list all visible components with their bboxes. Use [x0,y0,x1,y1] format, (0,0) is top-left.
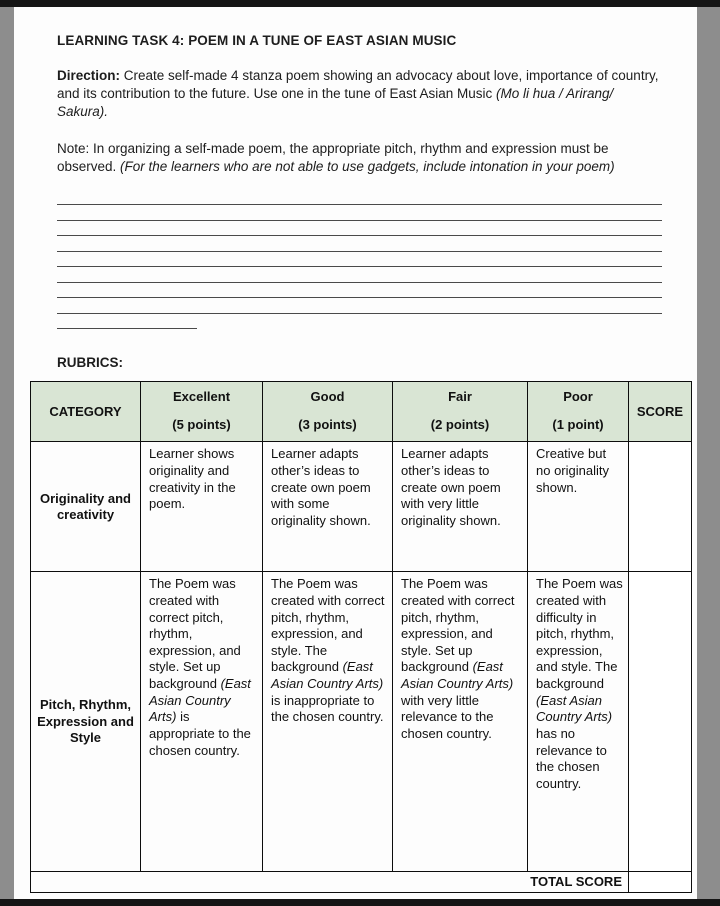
header-good-points: (3 points) [298,417,357,433]
header-excellent [141,382,263,442]
criteria-cell: Creative but no originality shown. [528,442,629,572]
criteria-cell: Learner adapts other’s ideas to create own poem with some originality shown. [263,442,393,572]
answer-lines [57,190,662,330]
header-good [263,382,393,442]
criteria-cell: The Poem was created with correct pitch, rhythm, expression, and style. The background (East Asian Country Arts) is inappropriate to the chosen country. [263,572,393,872]
header-poor [528,382,629,442]
rubric-row-pitch-rhythm [31,572,692,872]
document-page [14,7,697,899]
header-good-title: Good [310,389,345,405]
header-fair-points: (2 points) [430,417,490,433]
writing-line-short [57,314,197,330]
criteria-cell: The Poem was created with difficulty in pitch, rhythm, expression, and style. The background (East Asian Country Arts) has no relevance to the chosen country. [528,572,629,872]
criteria-cell: Learner shows originality and creativity in the poem. [141,442,263,572]
header-poor-title: Poor [563,389,593,405]
writing-line [57,252,662,268]
note-paragraph: Note: In organizing a self-made poem, the appropriate pitch, rhythm and expression must be observed. (For the learners who are not able to use gadgets, include intonation in your poem) [57,140,615,174]
header-fair [393,382,528,442]
category-cell: Originality and creativity [31,442,141,572]
direction-paragraph: Direction: Create self-made 4 stanza poem showing an advocacy about love, importance of country, and its contribution to the future. Use one in the tune of East Asian Music (Mo li hua / Arirang/ Sakura). [57,68,659,119]
total-score-value-cell [629,872,692,893]
writing-line [57,190,662,206]
rubric-row-originality [31,442,692,572]
writing-line [57,221,662,237]
rubrics-table [30,381,692,893]
rubrics-label: RUBRICS: [57,355,123,371]
score-cell [629,442,692,572]
bottom-black-bar [0,899,720,906]
header-fair-title: Fair [448,389,472,405]
header-excellent-points: (5 points) [172,417,231,433]
score-cell [629,572,692,872]
category-cell: Pitch, Rhythm, Expression and Style [31,572,141,872]
total-score-label: TOTAL SCORE [31,872,629,893]
table-header-row [31,382,692,442]
writing-line [57,283,662,299]
total-score-row [31,872,692,893]
header-excellent-title: Excellent [172,389,231,405]
writing-line [57,236,662,252]
writing-line [57,205,662,221]
writing-line [57,267,662,283]
criteria-cell: The Poem was created with correct pitch, rhythm, expression, and style. Set up background (East Asian Country Arts) with very little relevance to the chosen country. [393,572,528,872]
header-category: CATEGORY [31,382,141,442]
top-black-bar [0,0,720,7]
header-poor-points: (1 point) [552,417,604,433]
page-title: LEARNING TASK 4: POEM IN A TUNE OF EAST ASIAN MUSIC [57,33,457,48]
criteria-cell: Learner adapts other’s ideas to create own poem with very little originality shown. [393,442,528,572]
criteria-cell: The Poem was created with correct pitch, rhythm, expression, and style. Set up background (East Asian Country Arts) is appropriate to the chosen country. [141,572,263,872]
writing-line [57,298,662,314]
header-score: SCORE [629,382,692,442]
